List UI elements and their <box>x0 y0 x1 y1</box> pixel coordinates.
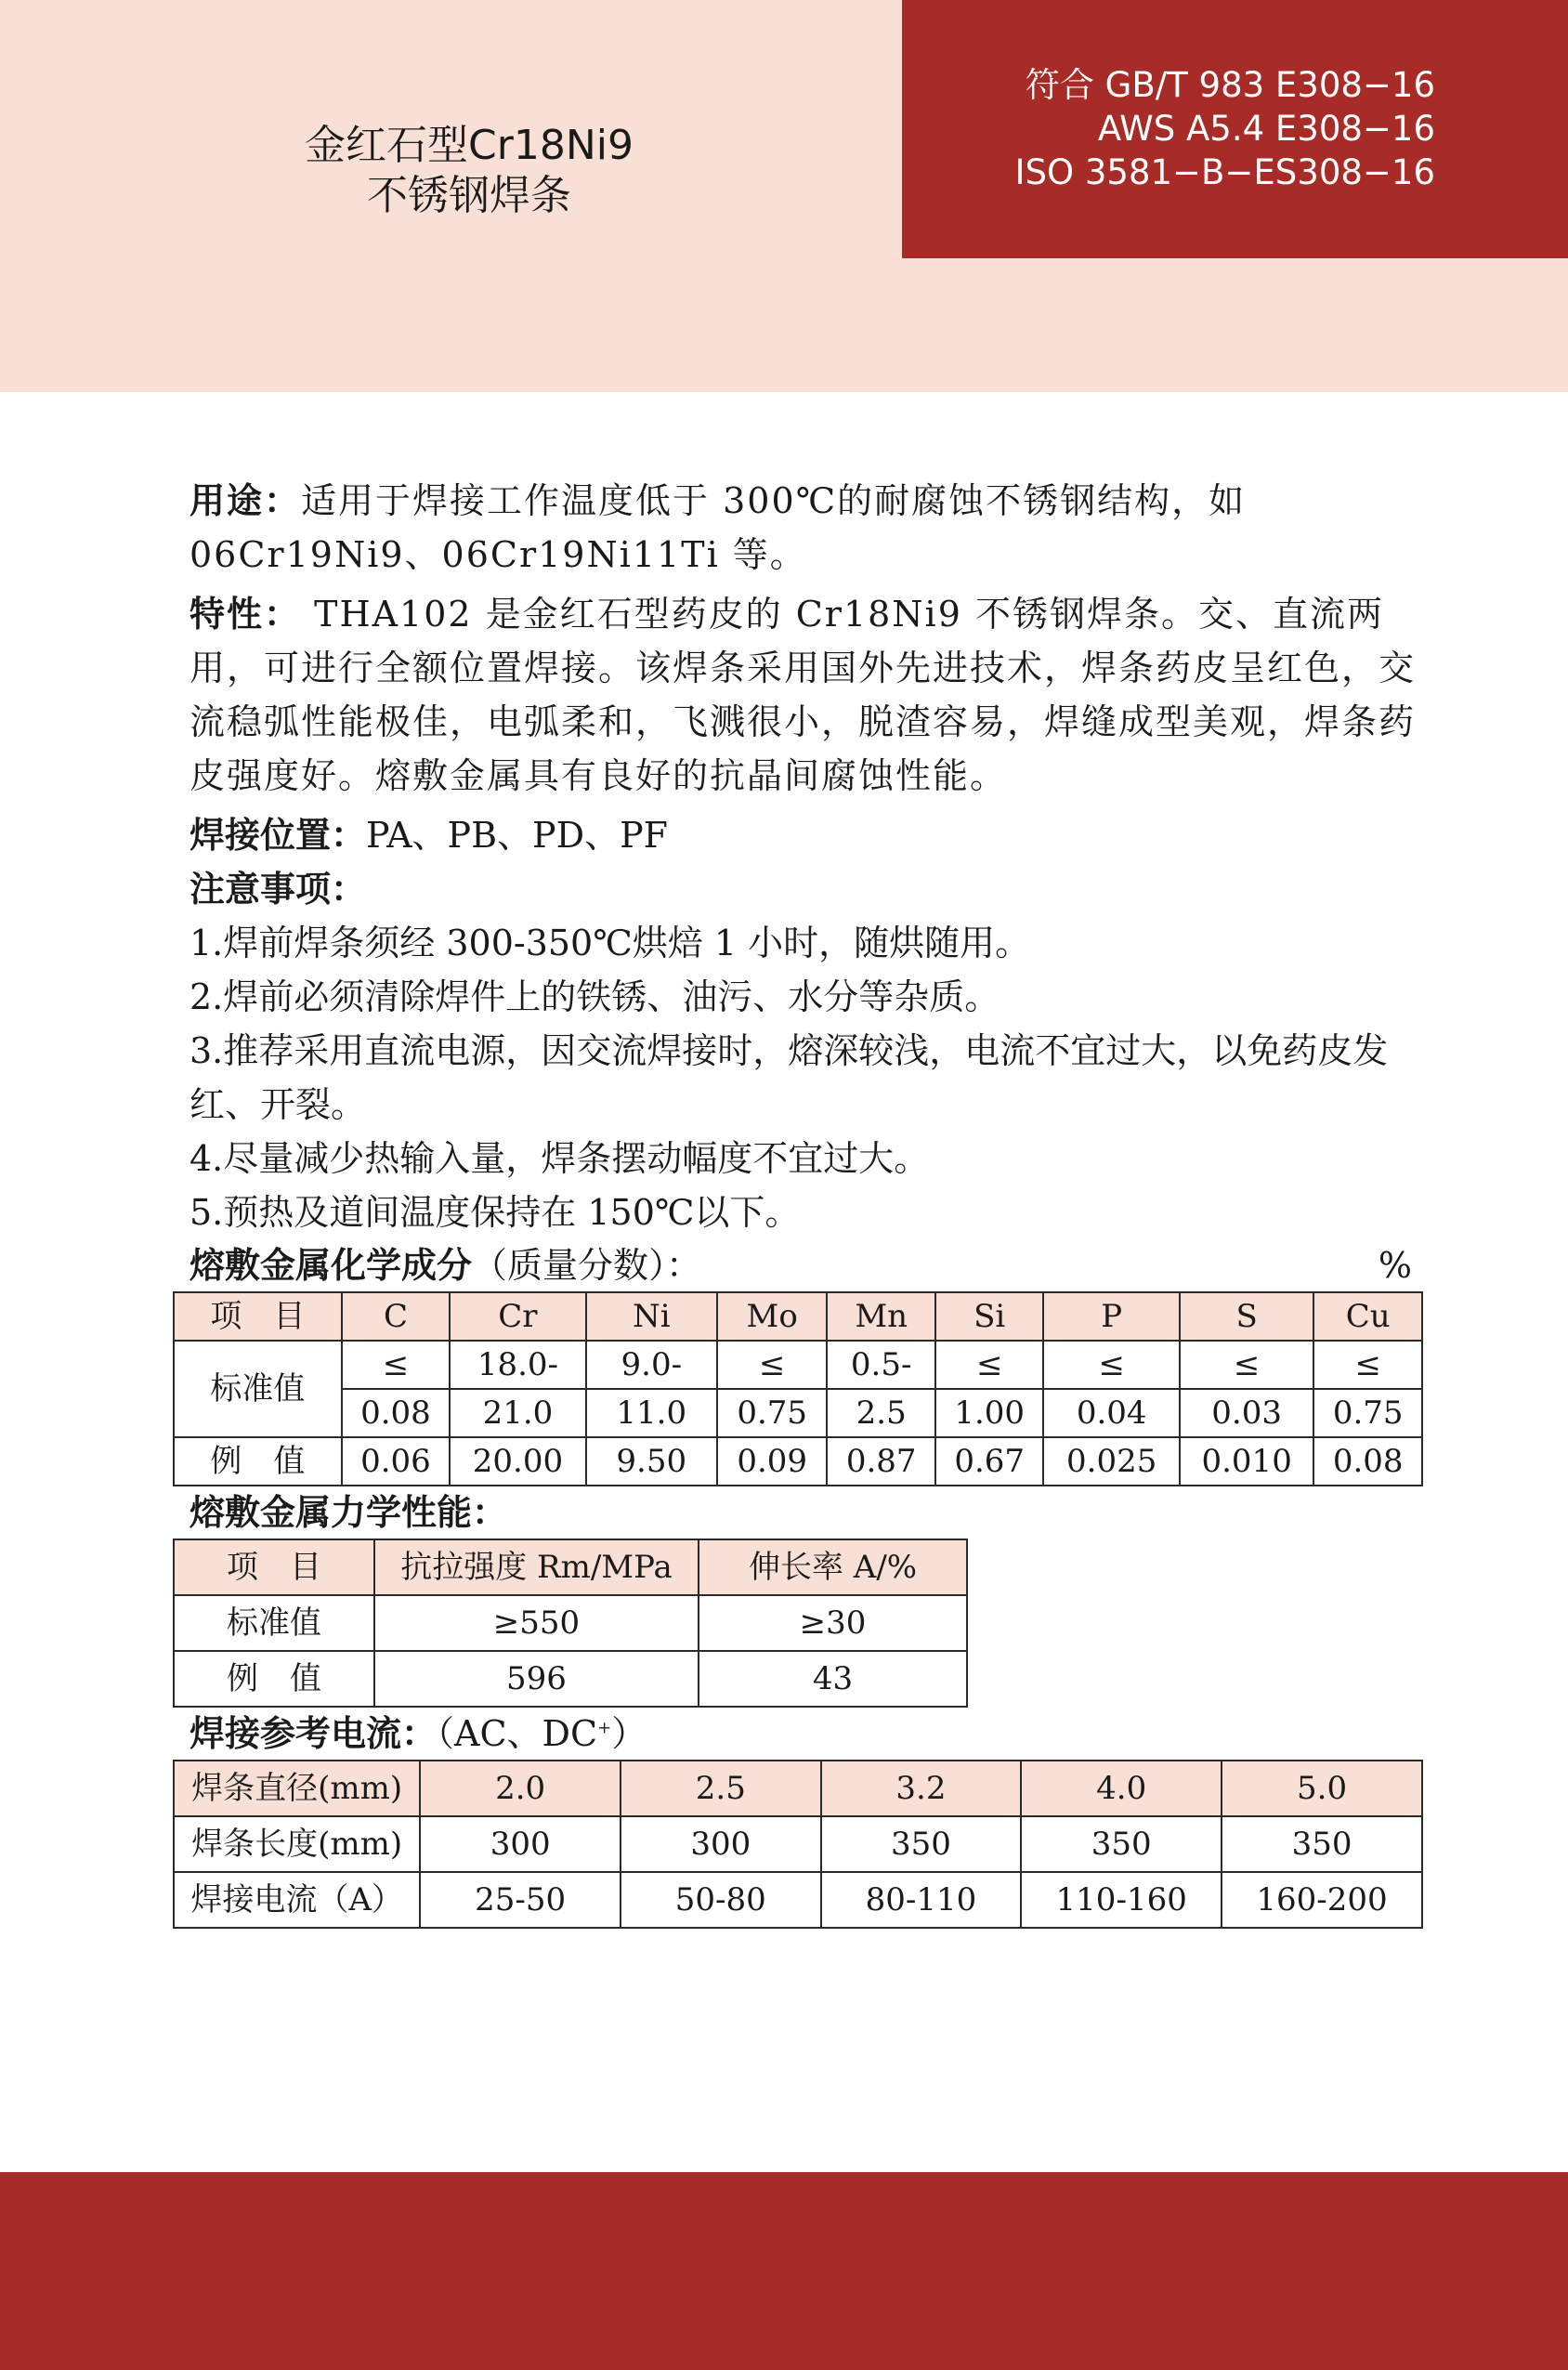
table-row <box>174 1341 1422 1389</box>
table-header-cell: C <box>342 1292 451 1341</box>
table-cell: 50-80 <box>621 1872 821 1928</box>
table-cell: 350 <box>821 1816 1022 1872</box>
table-cell: 350 <box>1021 1816 1222 1872</box>
table-cell: 0.87 <box>827 1437 935 1486</box>
features-label: 特性： <box>189 594 302 635</box>
mechanical-heading: 熔敷金属力学性能： <box>189 1492 508 1533</box>
table-cell: ≥30 <box>699 1595 967 1651</box>
table-header-row <box>174 1292 1422 1341</box>
usage-text: 适用于焊接工作温度低于 300℃的耐腐蚀不锈钢结构，如06Cr19Ni9、06Cr19Ni11Ti 等。 <box>189 480 1247 575</box>
notes-heading: 注意事项： <box>189 869 367 910</box>
table-cell: 9.0- <box>586 1341 717 1389</box>
table-cell: 80-110 <box>821 1872 1022 1928</box>
table-row-label: 焊接电流（A） <box>174 1872 420 1928</box>
note-item: 1.焊前焊条须经 300-350℃烘焙 1 小时，随烘随用。 <box>189 923 1031 963</box>
table-cell: ≤ <box>1180 1341 1313 1389</box>
table-cell: 18.0- <box>450 1341 585 1389</box>
table-cell: 2.5 <box>827 1389 935 1437</box>
table-cell: 0.08 <box>342 1389 451 1437</box>
table-header-cell: 抗拉强度 Rm/MPa <box>374 1539 699 1595</box>
features-text: THA102 是金红石型药皮的 Cr18Ni9 不锈钢焊条。交、直流两用，可进行全额位置焊接。该焊条采用国外先进技术，焊条药皮呈红色，交流稳弧性能极佳，电弧柔和，飞溅很小，脱渣容易，焊缝成型美观，焊条药皮强度好。熔敷金属具有良好的抗晶间腐蚀性能。 <box>189 594 1417 796</box>
table-header-cell: 2.5 <box>621 1761 821 1816</box>
table-cell: 21.0 <box>450 1389 585 1437</box>
table-cell: ≤ <box>1043 1341 1179 1389</box>
table-header-row <box>174 1539 967 1595</box>
features-paragraph <box>189 587 1434 803</box>
table-header-cell: Si <box>935 1292 1044 1341</box>
table-row <box>174 1872 1422 1928</box>
table-row <box>174 1595 967 1651</box>
position-text: PA、PB、PD、PF <box>366 815 669 856</box>
table-header-cell: 伸长率 A/% <box>699 1539 967 1595</box>
table-row-label: 例 值 <box>174 1651 374 1707</box>
table-header-cell: 3.2 <box>821 1761 1022 1816</box>
table-row-label: 标准值 <box>174 1341 342 1437</box>
table-cell: 596 <box>374 1651 699 1707</box>
position-paragraph <box>189 808 1434 862</box>
usage-paragraph <box>189 474 1434 582</box>
table-cell: 43 <box>699 1651 967 1707</box>
footer-band <box>0 2172 1568 2370</box>
table-row <box>174 1651 967 1707</box>
table-cell: 0.010 <box>1180 1437 1313 1486</box>
chemistry-title: 熔敷金属化学成分 <box>189 1245 473 1286</box>
table-row <box>174 1437 1422 1486</box>
table-cell: ≤ <box>717 1341 828 1389</box>
table-cell: 0.03 <box>1180 1389 1313 1437</box>
position-label: 焊接位置： <box>189 815 367 856</box>
standards-list <box>1015 63 1435 194</box>
table-cell: 300 <box>621 1816 821 1872</box>
table-header-cell: Mn <box>827 1292 935 1341</box>
table-row-label: 焊条长度(mm) <box>174 1816 420 1872</box>
table-cell: 0.025 <box>1043 1437 1179 1486</box>
note-item: 4.尽量减少热输入量，焊条摆动幅度不宜过大。 <box>189 1138 930 1179</box>
table-header-cell: Ni <box>586 1292 717 1341</box>
table-header-cell: Cr <box>450 1292 585 1341</box>
table-header-cell: 2.0 <box>420 1761 621 1816</box>
table-cell: 9.50 <box>586 1437 717 1486</box>
table-cell: 160-200 <box>1222 1872 1422 1928</box>
table-cell: 0.06 <box>342 1437 451 1486</box>
chemistry-table <box>173 1291 1423 1486</box>
table-cell: 20.00 <box>450 1437 585 1486</box>
table-cell: 0.09 <box>717 1437 828 1486</box>
table-row <box>174 1389 1422 1437</box>
table-header-cell: 焊条直径(mm) <box>174 1761 420 1816</box>
table-header-cell: P <box>1043 1292 1179 1341</box>
table-cell: 0.75 <box>1313 1389 1422 1437</box>
table-cell: 0.67 <box>935 1437 1044 1486</box>
spec-content <box>189 474 1434 1929</box>
table-cell: 110-160 <box>1021 1872 1222 1928</box>
chemistry-heading <box>189 1239 1434 1291</box>
note-item: 3.推荐采用直流电源，因交流焊接时，熔深较浅，电流不宜过大，以免药皮发红、开裂。 <box>189 1030 1389 1125</box>
table-row-label: 标准值 <box>174 1595 374 1651</box>
product-title <box>232 121 706 221</box>
table-header-cell: 项 目 <box>174 1539 374 1595</box>
table-header-cell: Mo <box>717 1292 828 1341</box>
table-header-cell: 5.0 <box>1222 1761 1422 1816</box>
current-heading <box>189 1708 1434 1760</box>
table-header-row <box>174 1761 1422 1816</box>
product-title-line2: 不锈钢焊条 <box>367 172 571 219</box>
table-header-cell: S <box>1180 1292 1313 1341</box>
table-header-cell: 项 目 <box>174 1292 342 1341</box>
standard-gb: 符合 GB/T 983 E308−16 <box>1025 65 1435 105</box>
table-cell: 11.0 <box>586 1389 717 1437</box>
table-cell: 0.75 <box>717 1389 828 1437</box>
table-cell: 0.5- <box>827 1341 935 1389</box>
current-table <box>173 1760 1423 1929</box>
note-item: 5.预热及道间温度保持在 150℃以下。 <box>189 1192 801 1233</box>
product-title-line1: 金红石型Cr18Ni9 <box>305 122 634 169</box>
standards-box <box>902 0 1568 258</box>
table-cell: 0.08 <box>1313 1437 1422 1486</box>
standard-aws: AWS A5.4 E308−16 <box>1097 109 1435 149</box>
current-title-suffix: （AC、DC+） <box>437 1713 647 1754</box>
table-cell: 25-50 <box>420 1872 621 1928</box>
current-title: 焊接参考电流： <box>189 1713 438 1754</box>
chemistry-title-suffix: （质量分数）： <box>472 1245 702 1286</box>
standard-iso: ISO 3581−B−ES308−16 <box>1014 152 1435 192</box>
table-row-label: 例 值 <box>174 1437 342 1486</box>
table-cell: 300 <box>420 1816 621 1872</box>
table-cell: ≤ <box>935 1341 1044 1389</box>
note-item: 2.焊前必须清除焊件上的铁锈、油污、水分等杂质。 <box>189 976 1000 1017</box>
table-cell: 1.00 <box>935 1389 1044 1437</box>
table-cell: ≤ <box>1313 1341 1422 1389</box>
usage-label: 用途： <box>189 480 302 521</box>
table-header-cell: Cu <box>1313 1292 1422 1341</box>
table-cell: ≥550 <box>374 1595 699 1651</box>
table-header-cell: 4.0 <box>1021 1761 1222 1816</box>
mechanical-table <box>173 1539 968 1708</box>
chemistry-unit: % <box>1378 1245 1412 1286</box>
table-row <box>174 1816 1422 1872</box>
table-cell: 350 <box>1222 1816 1422 1872</box>
table-cell: 0.04 <box>1043 1389 1179 1437</box>
table-cell: ≤ <box>342 1341 451 1389</box>
